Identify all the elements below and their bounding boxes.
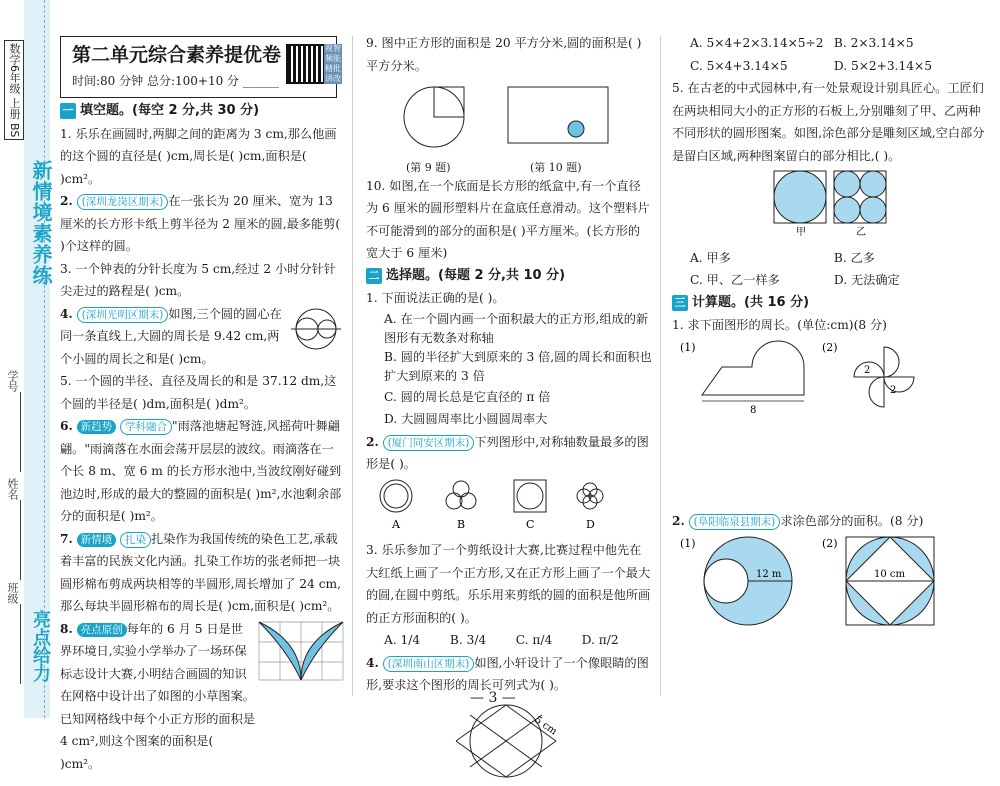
- choice-q5-opt-d: D. 无法确定: [833, 273, 900, 287]
- fill-q7: 7. 新情境 扎染 扎染作为我国传统的染色工艺,承载着丰富的民族文化内涵。扎染工作坊的张老师把一块圆形棉布剪成两块相等的半圆形,周长增加了 24 cm,那么每块半圆形棉布的周长是( )cm,面积是( )cm²。: [60, 531, 341, 613]
- qr-code-icon: [286, 44, 326, 84]
- field-student-id: 学号: [6, 370, 19, 392]
- field-name: 姓名: [6, 478, 19, 500]
- column-2: [366, 32, 652, 786]
- fig-q9-q10: [366, 77, 652, 157]
- answer-space: [672, 424, 990, 510]
- column-divider: [660, 36, 661, 696]
- section-calc-heading: 三 计算题。(共 16 分): [672, 292, 990, 315]
- fill-q4: 4. (深圳光明区期末) 如图,三个圆的圆心在同一条直线上,大圆的周长是 9.42 cm,两个小圆的周长之和是( )cm。: [60, 306, 282, 366]
- fig-q4-circles: [287, 307, 345, 351]
- field-class: 班级: [6, 582, 19, 604]
- choice-q3: 3. 乐乐参加了一个剪纸设计大赛,比赛过程中他先在大红纸上画了一个正方形,又在正方形上画了一个最大的圆,在圆中剪纸。乐乐用来剪纸的圆的面积是他所画的正方形面积的( )。: [366, 543, 651, 625]
- choice-q4-opt-a: A. 5×4+2×3.14×5÷2: [690, 36, 824, 50]
- calc-q2-part-b: (2): [822, 536, 838, 550]
- choice-q3-opt-a: A. 1/4: [384, 633, 421, 647]
- column-divider: [352, 36, 353, 696]
- brand-bottom: 亮点给力: [30, 610, 51, 682]
- choice-q5-opt-c: C. 甲、乙一样多: [690, 273, 780, 287]
- page-title: 第二单元综合素养提优卷: [72, 44, 282, 66]
- fig-q5-patterns: [672, 167, 990, 239]
- column-3: [672, 32, 990, 636]
- choice-q3-options: [366, 629, 652, 652]
- choice-q5-options: [672, 247, 990, 292]
- option-label-c: C: [526, 517, 535, 531]
- calc-q1-part-b: (2): [822, 340, 838, 354]
- fill-q6: 6. 新趋势 学科融合 "雨落池塘起弩涟,风摇荷叶舞翩翩。"雨滴落在水面会荡开层层的波纹。雨滴落在一个长 8 m、宽 6 m 的长方形水池中,当波纹刚好碰到池边时,形成的最大的整圆的面积是( )m²,水池剩余部分的面积是( )m²。: [60, 419, 342, 523]
- exam-meta: 时间:80 分钟 总分:100+10 分 ______: [72, 74, 279, 88]
- option-label-d: D: [586, 517, 595, 531]
- dim-10cm: 10 cm: [874, 568, 905, 580]
- sidebar-grade-label: 数学6年级 上册 BS: [4, 40, 24, 140]
- fill-q2: 2. (深圳龙岗区期末) 在一张长为 20 厘米、宽为 13 厘米的长方形卡纸上剪半径为 2 厘米的圆,最多能剪( )个这样的圆。: [60, 194, 341, 253]
- label-yi: 乙: [856, 227, 866, 238]
- fill-q5: 5. 一个圆的半径、直径及周长的和是 37.12 dm,这个圆的半径是( )dm,面积是( )dm²。: [60, 374, 337, 411]
- choice-q4-opt-d: D. 5×2+3.14×5: [833, 58, 932, 73]
- qr-tag: 视智 频能 精批 讲改: [325, 44, 341, 83]
- caption-q10: (第 10 题): [530, 160, 582, 174]
- column-1: [60, 100, 345, 775]
- fig-q8-grass: [257, 620, 345, 682]
- brand-top: 新情境素养练: [29, 160, 53, 286]
- choice-q2: 2. (厦门同安区期末) 下列图形中,对称轴数量最多的图形是( )。: [366, 434, 649, 471]
- field-line: [20, 500, 21, 580]
- section-choice-heading: 二 选择题。(每题 2 分,共 10 分): [366, 265, 652, 288]
- calc-q1: 1. 求下面图形的周长。(单位:cm)(8 分): [672, 318, 887, 332]
- choice-q5-opt-b: B. 乙多: [833, 250, 875, 265]
- fig-calc-q2: [672, 533, 990, 629]
- fill-q9: 9. 图中正方形的面积是 20 平方分米,圆的面积是( )平方分米。: [366, 36, 642, 73]
- choice-q1-opt-b: B. 圆的半径扩大到原来的 3 倍,圆的周长和面积也扩大到原来的 3 倍: [384, 349, 652, 383]
- choice-q3-opt-c: C. π/4: [515, 633, 553, 647]
- fill-q10: 10. 如图,在一个底面是长方形的纸盒中,有一个直径为 6 厘米的圆形塑料片在盒底任意滑动。这个塑料片不可能滑到的部分的面积是( )平方厘米。(长方形的宽大于 6 厘米): [366, 178, 650, 260]
- choice-q3-opt-b: B. 3/4: [449, 633, 487, 647]
- label-jia: 甲: [796, 227, 806, 238]
- choice-q1-opt-a: A. 在一个圆内画一个面积最大的正方形,组成的新图形有无数条对称轴: [384, 311, 649, 345]
- section-fill-heading: 一 填空题。(每空 2 分,共 30 分): [60, 100, 345, 123]
- dim-2-a: 2: [864, 364, 871, 376]
- option-label-b: B: [457, 517, 466, 531]
- dim-5cm: 5 cm: [532, 713, 559, 738]
- page-number: — 3 —: [470, 690, 516, 706]
- choice-q3-opt-d: D. π/2: [581, 633, 619, 647]
- dim-12m: 12 m: [756, 568, 782, 580]
- fill-q1: 1. 乐乐在画圆时,两脚之间的距离为 3 cm,那么他画的这个圆的直径是( )cm,周长是( )cm,面积是( )cm²。: [60, 126, 337, 186]
- dim-8: 8: [750, 404, 757, 416]
- calc-q2-part-a: (1): [680, 536, 696, 550]
- fill-q4-block: [60, 303, 345, 371]
- choice-q4-opt-b: B. 2×3.14×5: [833, 36, 914, 50]
- field-line: [20, 392, 21, 472]
- choice-q1: 1. 下面说法正确的是( )。: [366, 291, 505, 305]
- fill-q8: 8. 亮点原创 每年的 6 月 5 日是世界环境日,实验小学举办了一场环保标志设计大赛,小明结合画圆的知识在网格中设计出了如图的小草图案。已知网格线中每个小正方形的面积是 4 cm²,则这个图案的面积是( )cm²。: [60, 621, 255, 771]
- choice-q5: 5. 在古老的中式园林中,有一处景观设计别具匠心。工匠们在两块相同大小的正方形的石板上,分别雕刻了甲、乙两种不同形状的圆形图案。如图,涂色部分是雕刻区域,空白部分是留白区域,两种图案留白的部分相比,( )。: [672, 81, 985, 163]
- choice-q1-opt-c: C. 圆的周长总是它直径的 π 倍: [384, 389, 551, 404]
- choice-q4-options: [672, 32, 990, 77]
- fig-calc-q1: [672, 337, 990, 417]
- choice-q5-opt-a: A. 甲多: [690, 250, 731, 265]
- field-line: [20, 604, 21, 684]
- choice-q4-opt-c: C. 5×4+3.14×5: [690, 58, 788, 73]
- fill-q8-block: [60, 618, 345, 776]
- calc-q2: 2. (阜阳临泉县期末) 求涂色部分的面积。(8 分): [672, 514, 924, 528]
- fig-q4-eye: [366, 697, 652, 779]
- dim-2-b: 2: [890, 384, 897, 396]
- calc-q1-part-a: (1): [680, 340, 696, 354]
- choice-q1-opt-d: D. 大圆圆周率比小圆圆周率大: [384, 412, 548, 426]
- choice-q4: 4. (深圳南山区期末) 如图,小轩设计了一个像眼睛的图形,要求这个图形的周长可列式为( )。: [366, 655, 649, 692]
- option-label-a: A: [392, 517, 400, 531]
- fill-q3: 3. 一个钟表的分针长度为 5 cm,经过 2 小时分针针尖走过的路程是( )cm。: [60, 261, 336, 298]
- caption-q9: (第 9 题): [406, 160, 451, 174]
- fig-captions: [366, 157, 652, 175]
- fig-q2-shapes: [366, 476, 652, 532]
